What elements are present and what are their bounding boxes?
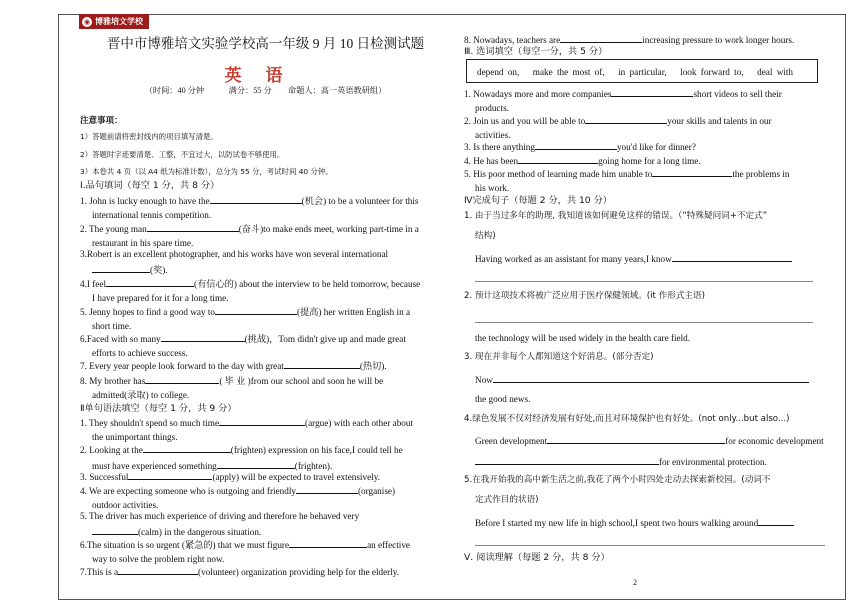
section1-heading: Ⅰ.品句填词（每空 1 分，共 8 分） (80, 180, 220, 191)
answer-blank[interactable] (219, 415, 305, 426)
section5-heading: Ⅴ. 阅读理解（每题 2 分，共 8 分） (464, 552, 610, 563)
answer-blank[interactable] (147, 221, 239, 232)
section4-q1-prompt: 1. 由于当过多年的助理, 我知道该如何避免这样的错误。（“特殊疑问词+不定式” (464, 211, 768, 221)
section2-q6: 6.The situation is so urgent (紧急的) that we must figure an effective way to solve the problem right now. (80, 537, 446, 566)
answer-blank[interactable] (284, 358, 360, 369)
note-item: 1）答题前请将密封线内的项目填写清楚。 (80, 132, 218, 141)
notes-heading: 注意事项： (80, 116, 123, 126)
answer-blank[interactable] (143, 442, 231, 453)
answer-blank[interactable] (652, 166, 732, 177)
section2-heading: Ⅱ单句语法填空（每空 1 分，共 9 分） (80, 403, 237, 414)
answer-blank[interactable] (92, 262, 150, 273)
section2-q8: 8. Nowadays, teachers are increasing pressure to work longer hours. (464, 32, 834, 48)
section1-q5: 5. Jenny hopes to find a good way to (提高) her written English in a short time. (80, 304, 446, 333)
answer-blank[interactable] (518, 153, 598, 164)
section1-q7: 7. Every year people look forward to the day with great (热切). (80, 358, 446, 374)
answer-blank[interactable] (560, 32, 642, 43)
answer-blank[interactable] (672, 251, 792, 262)
section4-q5-prompt-cont: 定式作目的状语) (475, 495, 539, 505)
answer-blank[interactable] (210, 193, 302, 204)
answer-line[interactable] (475, 322, 813, 323)
section1-q1: 1. John is lucky enough to have the (机会) to be a volunteer for this international tennis competition. (80, 193, 446, 222)
answer-blank[interactable] (215, 304, 297, 315)
answer-blank[interactable] (547, 433, 725, 444)
answer-blank[interactable] (118, 564, 198, 575)
section2-q3: 3. Successful (apply) will be expected to travel extensively. (80, 469, 446, 485)
answer-blank[interactable] (475, 454, 659, 465)
page-number: 2 (633, 578, 637, 587)
section4-q5-prompt: 5.在我开始我的高中新生活之前,我花了两个小时四处走动去探索新校园。(动词不 (464, 475, 771, 485)
logo-text: 博雅培文学校 (95, 17, 143, 26)
exam-subject: 英语 (224, 66, 307, 86)
answer-blank[interactable] (758, 515, 794, 526)
section4-q1-prompt-cont: 结构) (475, 231, 496, 241)
answer-blank[interactable] (611, 86, 693, 97)
exam-meta: （时间：40 分钟 满分：55 分 命题人：高一英语教研组） (144, 86, 387, 95)
section4-q4-answer: Green development for economic development (475, 433, 845, 449)
section4-q3-answer-end: the good news. (475, 394, 531, 404)
answer-line[interactable] (475, 545, 825, 546)
exam-title: 晋中市博雅培文实验学校高一年级 9 月 10 日检测试题 (106, 36, 425, 51)
school-logo (79, 14, 149, 29)
answer-blank[interactable] (128, 469, 212, 480)
section4-q2-answer: the technology will be used widely in the health care field. (475, 333, 691, 343)
note-item: 3）本卷共 4 页（以 A4 纸为标准计数），总分为 55 分，考试时间 40 分钟。 (80, 167, 333, 176)
section3-q1: 1. Nowadays more and more companies short videos to sell their products. (464, 86, 834, 115)
answer-blank[interactable] (585, 113, 667, 124)
answer-blank[interactable] (106, 276, 194, 287)
section4-q3-answer: Now (475, 372, 845, 388)
answer-blank[interactable] (92, 524, 138, 535)
section3-q3: 3. Is there anything you'd like for dinner? (464, 139, 834, 155)
section2-q2: 2. Looking at the (frighten) expression on his face,I could tell he must have experienced something (frighten). (80, 442, 446, 473)
section4-q4-answer-cont: for environmental protection. (475, 454, 845, 470)
answer-line[interactable] (475, 281, 813, 282)
section3-q2: 2. Join us and you will be able to your skills and talents in our activities. (464, 113, 834, 142)
section2-q4: 4. We are expecting someone who is outgoing and friendly (organise) outdoor activities. (80, 483, 446, 512)
answer-blank[interactable] (145, 373, 219, 384)
section4-q3-prompt: 3. 现在并非每个人都知道这个好消息。(部分否定) (464, 352, 654, 362)
word-bank-box: depend on, make the most of, in particular, look forward to, deal with (466, 59, 818, 83)
section3-heading: Ⅲ. 选词填空（每空一分，共 5 分） (464, 46, 608, 57)
section1-q3: 3.Robert is an excellent photographer, and his works have won several international (奖). (80, 249, 389, 275)
section2-q5: 5. The driver has much experience of driving and therefore he behaved very (calm) in the dangerous situation. (80, 511, 360, 537)
section4-q5-answer: Before I started my new life in high school,I spent two hours walking around (475, 515, 845, 531)
answer-blank[interactable] (296, 483, 358, 494)
section3-q4: 4. He has been going home for a long time. (464, 153, 834, 169)
answer-blank[interactable] (535, 139, 617, 150)
section4-q2-prompt: 2. 预计这项技术将被广泛应用于医疗保健领域。(it 作形式主语) (464, 291, 705, 301)
answer-blank[interactable] (289, 537, 367, 548)
section1-q6: 6.Faced with so many (挑战)，Tom didn't give up and made great efforts to achieve success. (80, 331, 446, 360)
answer-blank[interactable] (161, 331, 245, 342)
section2-q1: 1. They shouldn't spend so much time (argue) with each other about the unimportant things. (80, 415, 446, 444)
section4-q1-answer: Having worked as an assistant for many years,I know (475, 251, 845, 267)
answer-blank[interactable] (493, 372, 809, 383)
section4-heading: Ⅳ完成句子（每题 2 分，共 10 分） (464, 195, 612, 206)
section4-q4-prompt: 4.绿色发展不仅对经济发展有好处,而且对环境保护也有好处。(not only...but also...) (464, 414, 790, 424)
section1-q2: 2. The young man (奋斗)to make ends meet, working part-time in a restaurant in his spare time. (80, 221, 446, 250)
note-item: 2）答题时字迹要清楚、工整，不宜过大，以防试卷不够使用。 (80, 150, 285, 159)
section1-q8: 8. My brother has ( 毕 业 )from our school and soon he will be admitted(录取) to college. (80, 373, 446, 402)
section2-q7: 7.This is a (volunteer) organization providing help for the elderly. (80, 564, 446, 580)
section1-q4: 4.I feel (有信心的) about the interview to be held tomorrow, because I have prepared for it for a long time. (80, 276, 446, 305)
section3-q5: 5. His poor method of learning made him unable to the problems in his work. (464, 166, 834, 195)
answer-blank[interactable] (217, 458, 295, 469)
school-seal-icon: ◉ (83, 17, 91, 26)
